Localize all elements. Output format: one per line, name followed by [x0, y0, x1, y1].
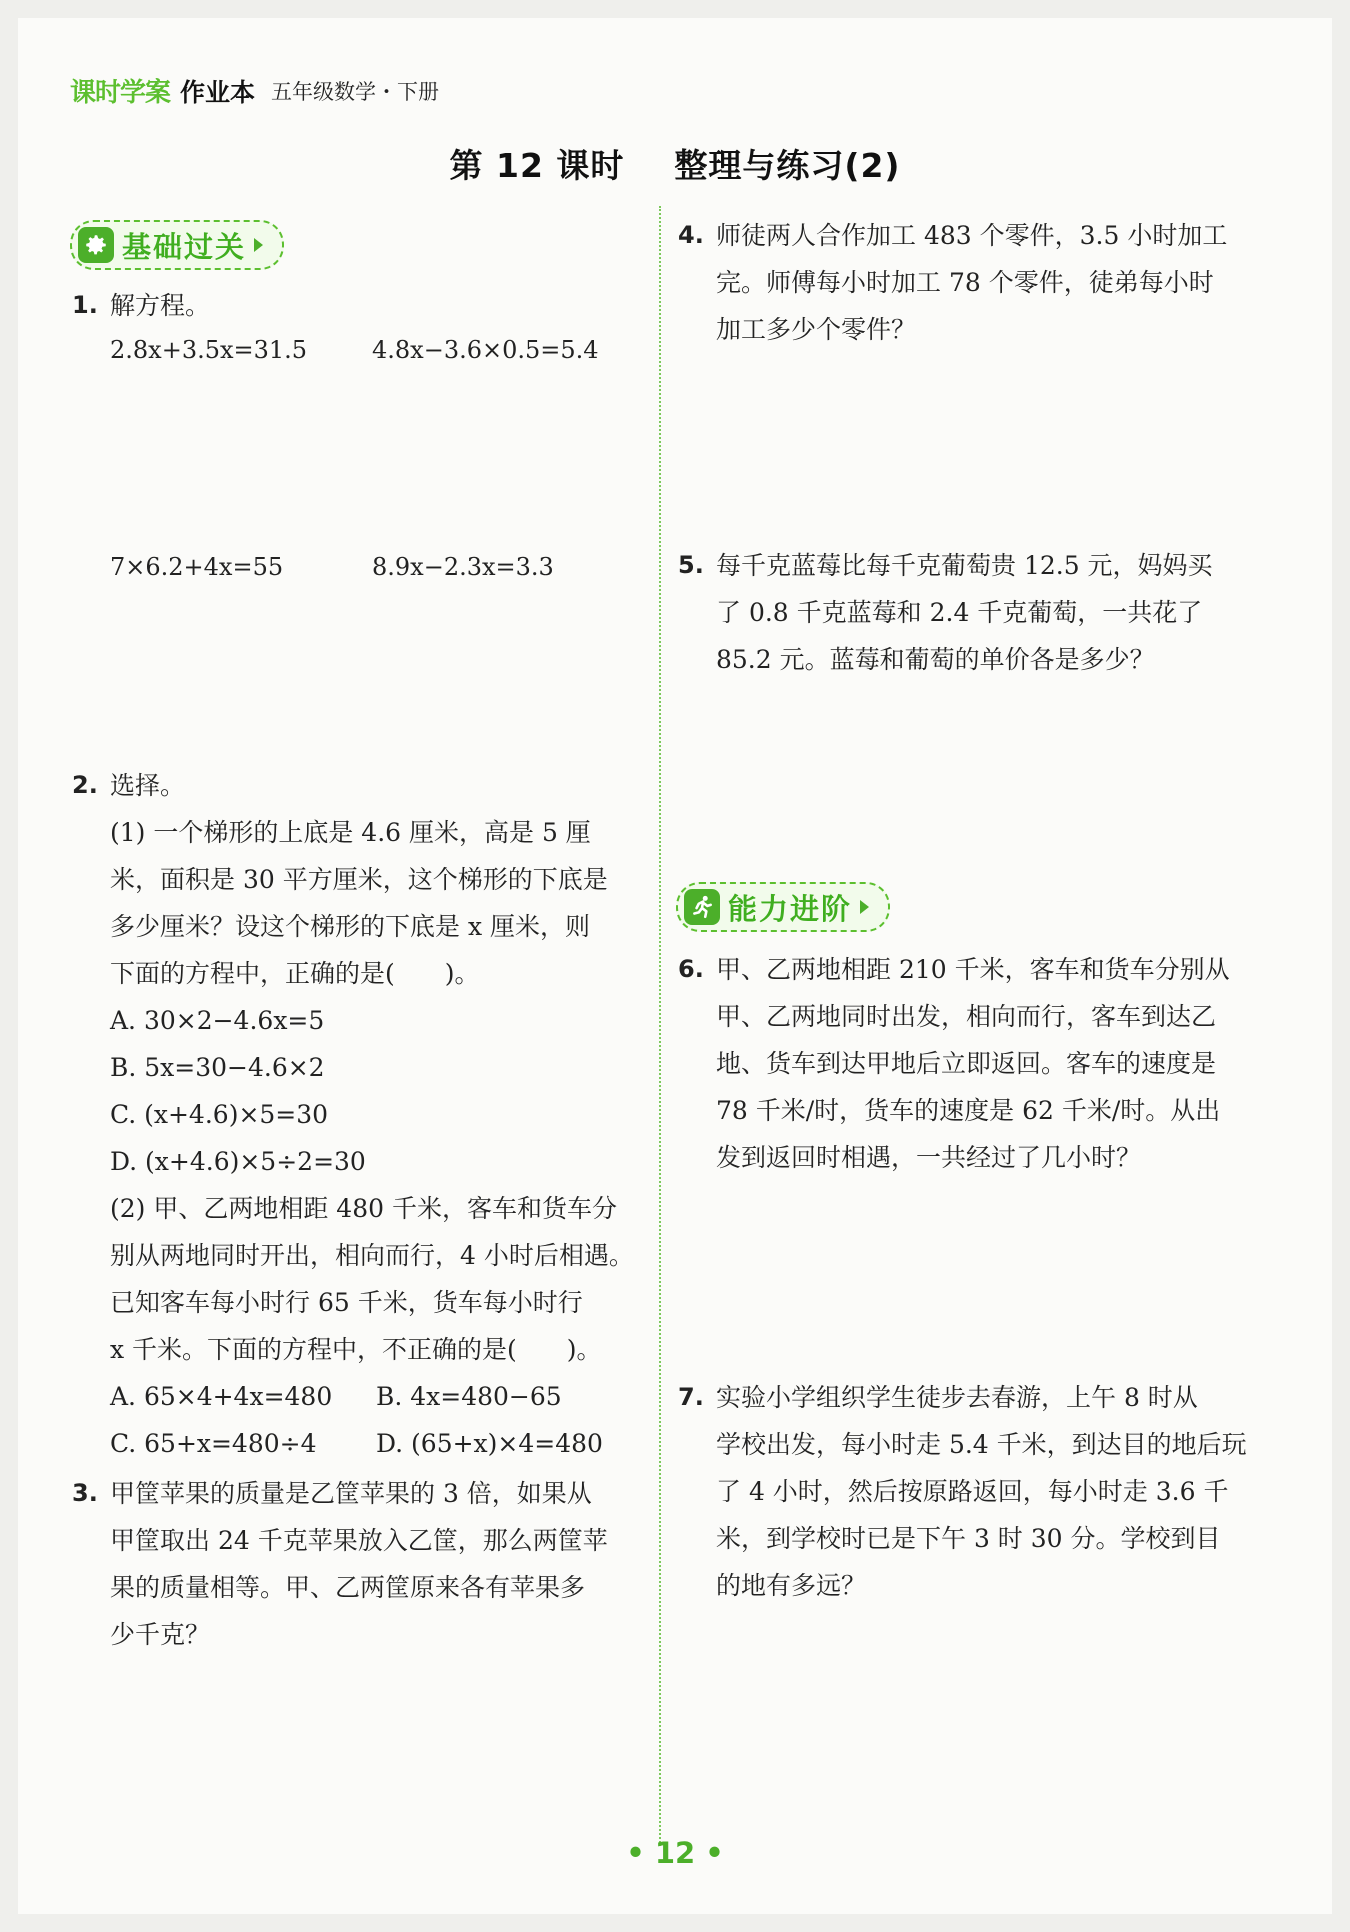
question-text: 多少厘米？设这个梯形的下底是 x 厘米，则: [110, 912, 590, 941]
question-text: 果的质量相等。甲、乙两筐原来各有苹果多: [110, 1573, 586, 1602]
book-header: [70, 72, 439, 109]
question-text: 甲、乙两地同时出发，相向而行，客车到达乙: [716, 1002, 1217, 1031]
question-text: 甲筐取出 24 千克苹果放入乙筐，那么两筐苹: [110, 1526, 608, 1555]
choice-option: D. (65+x)×4=480: [376, 1429, 603, 1458]
question-text: 甲筐苹果的质量是乙筐苹果的 3 倍，如果从: [110, 1479, 592, 1508]
question-text: 发到返回时相遇，一共经过了几小时？: [716, 1143, 1142, 1172]
question-number: 7.: [678, 1383, 704, 1411]
question-7: [678, 1374, 1278, 1609]
choice-option: A. 30×2−4.6x=5: [110, 1006, 325, 1035]
question-text: 米，到学校时已是下午 3 时 30 分。学校到目: [716, 1524, 1221, 1553]
choice-option: B. 4x=480−65: [376, 1382, 562, 1411]
question-text: (2) 甲、乙两地相距 480 千米，客车和货车分: [110, 1194, 617, 1223]
question-text: 米，面积是 30 平方厘米，这个梯形的下底是: [110, 865, 608, 894]
question-text: (1) 一个梯形的上底是 4.6 厘米，高是 5 厘: [110, 818, 591, 847]
choice-option: D. (x+4.6)×5÷2=30: [110, 1147, 366, 1176]
question-5: [678, 542, 1278, 683]
equation: 8.9x−2.3x=3.3: [372, 553, 554, 581]
equation: 4.8x−3.6×0.5=5.4: [372, 336, 599, 364]
question-text: 甲、乙两地相距 210 千米，客车和货车分别从: [716, 955, 1230, 984]
choice-option: C. 65+x=480÷4: [110, 1429, 317, 1458]
section-title: 基础过关: [122, 229, 247, 264]
question-text: 下面的方程中，正确的是( )。: [110, 959, 480, 988]
lesson-title: 第 12 课时 整理与练习(2): [449, 146, 901, 185]
question-number: 2.: [72, 771, 98, 799]
question-text: 别从两地同时开出，相向而行，4 小时后相遇。: [110, 1241, 634, 1270]
question-text: 每千克蓝莓比每千克葡萄贵 12.5 元，妈妈买: [716, 551, 1213, 580]
question-1: [72, 282, 652, 329]
question-text: 学校出发，每小时走 5.4 千米，到达目的地后玩: [716, 1430, 1247, 1459]
question-text: 的地有多远？: [716, 1571, 867, 1600]
column-divider: [659, 206, 661, 1846]
equation: 7×6.2+4x=55: [110, 553, 284, 581]
question-text: 加工多少个零件？: [716, 315, 917, 344]
question-text: 已知客车每小时行 65 千米，货车每小时行: [110, 1288, 583, 1317]
page-number: • 12 •: [626, 1836, 724, 1870]
question-number: 1.: [72, 291, 98, 319]
question-text: 了 0.8 千克蓝莓和 2.4 千克葡萄，一共花了: [716, 598, 1203, 627]
brand-book: 作业本: [180, 77, 256, 107]
question-3: [72, 1470, 657, 1658]
arrow-right-icon: [858, 899, 870, 915]
question-2: [72, 762, 657, 1467]
choice-option: B. 5x=30−4.6×2: [110, 1053, 325, 1082]
workbook-page: [18, 18, 1332, 1914]
equation: 2.8x+3.5x=31.5: [110, 336, 308, 364]
choice-option: A. 65×4+4x=480: [110, 1382, 333, 1411]
question-text: 85.2 元。蓝莓和葡萄的单价各是多少？: [716, 645, 1155, 674]
question-text: 完。师傅每小时加工 78 个零件，徒弟每小时: [716, 268, 1214, 297]
question-text: 实验小学组织学生徒步去春游，上午 8 时从: [716, 1383, 1198, 1412]
question-text: 少千克？: [110, 1620, 211, 1649]
question-text: 78 千米/时，货车的速度是 62 千米/时。从出: [716, 1096, 1221, 1125]
gear-icon: [78, 227, 114, 263]
question-6: [678, 946, 1278, 1181]
question-4: [678, 212, 1278, 353]
brand-name: 课时学案: [70, 78, 171, 108]
question-text: 了 4 小时，然后按原路返回，每小时走 3.6 千: [716, 1477, 1229, 1506]
running-person-icon: [684, 889, 720, 925]
arrow-right-icon: [252, 237, 264, 253]
question-text: 地、货车到达甲地后立即返回。客车的速度是: [716, 1049, 1217, 1078]
question-text: x 千米。下面的方程中，不正确的是( )。: [110, 1335, 602, 1364]
question-number: 4.: [678, 221, 704, 249]
question-text: 解方程。: [110, 291, 211, 320]
section-badge-advanced: [676, 882, 890, 932]
question-text: 选择。: [110, 771, 186, 800]
section-title: 能力进阶: [728, 891, 853, 926]
question-number: 5.: [678, 551, 704, 579]
question-number: 6.: [678, 955, 704, 983]
grade-label: 五年级数学・下册: [271, 79, 440, 104]
question-text: 师徒两人合作加工 483 个零件，3.5 小时加工: [716, 221, 1228, 250]
question-number: 3.: [72, 1479, 98, 1507]
section-badge-basic: [70, 220, 284, 270]
choice-option: C. (x+4.6)×5=30: [110, 1100, 329, 1129]
